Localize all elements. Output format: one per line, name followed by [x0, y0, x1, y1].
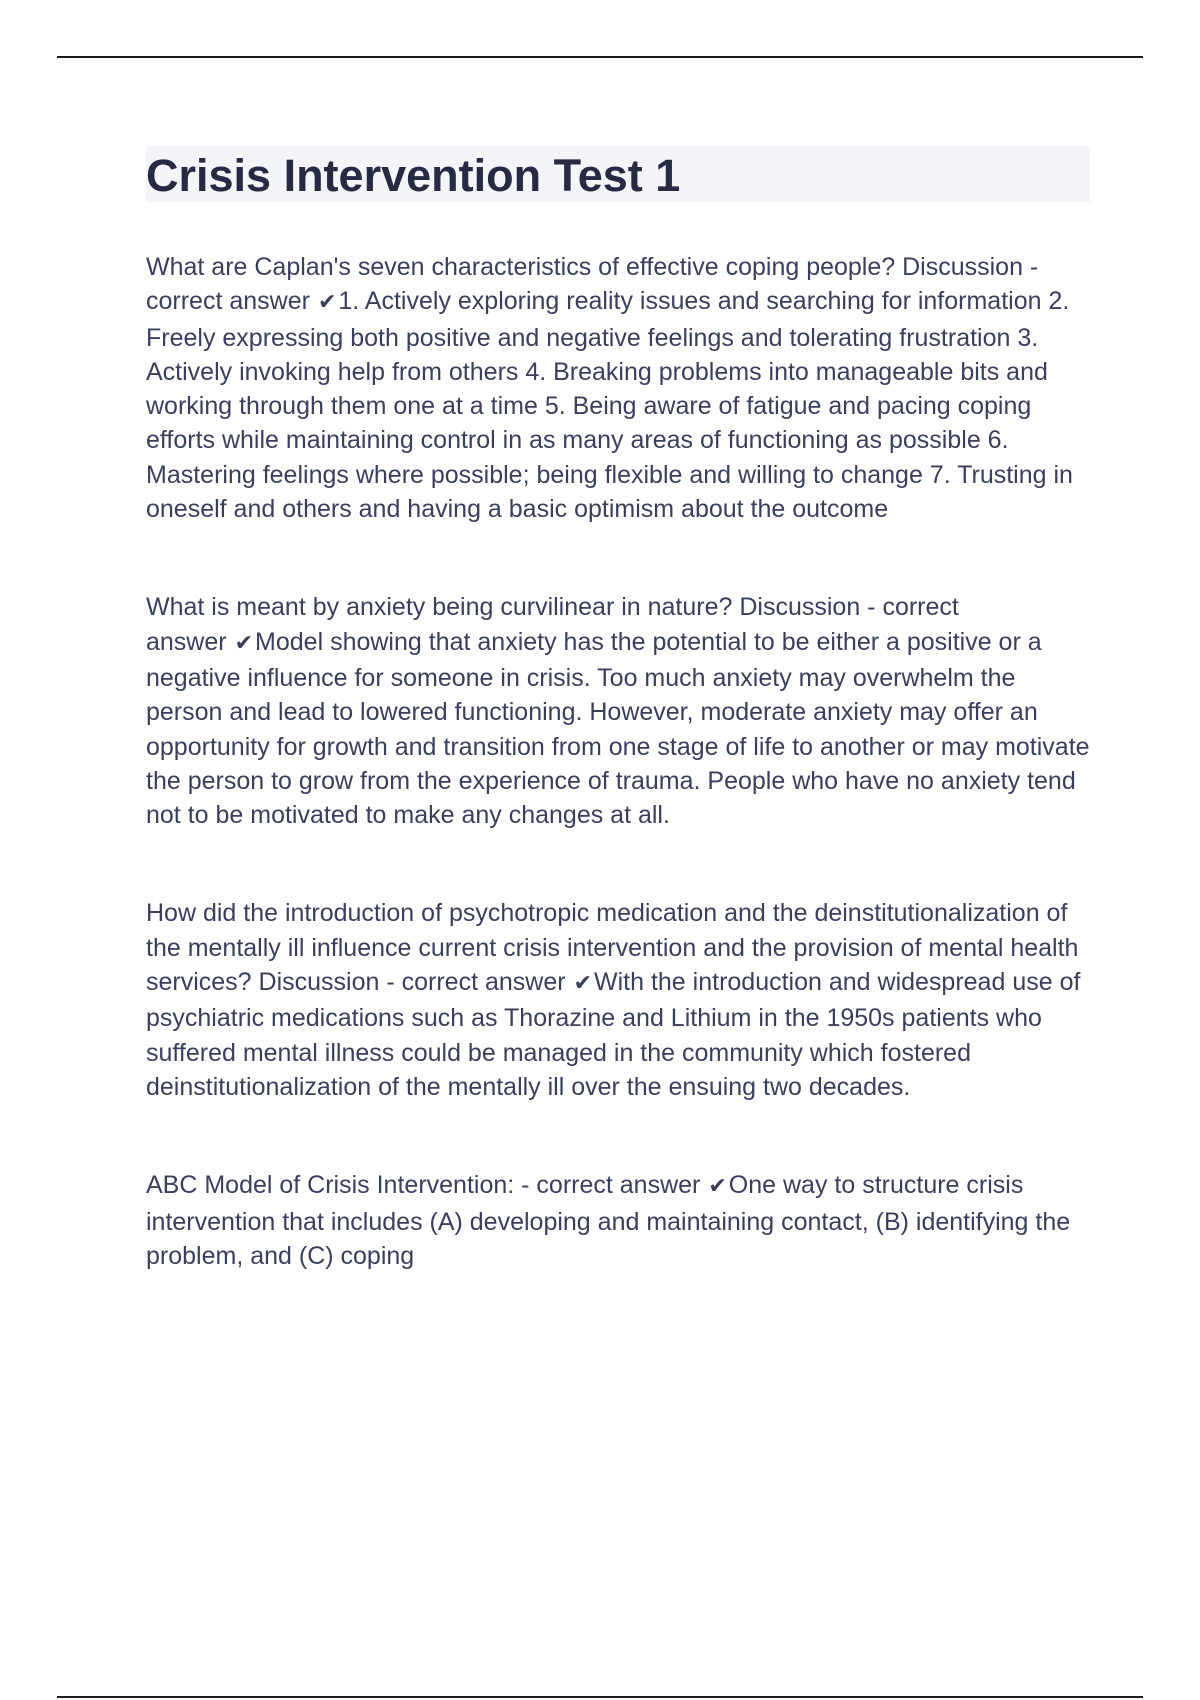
qa-item: [146, 896, 1090, 1104]
question-text: How did the introduction of psychotropic medication and the deinstitutionalization of the mentally ill influence current crisis intervention and the provision of mental health services? Discussion - correct answer: [146, 899, 1079, 997]
question-text: What are Caplan's seven characteristics of effective coping people? Discussion - correct answer: [146, 253, 1039, 316]
checkmark-icon: ✔: [234, 630, 254, 656]
question-text: What is meant by anxiety being curvilinear in nature? Discussion - correct answer: [146, 593, 959, 656]
title-band: [146, 146, 1090, 202]
document-body: [146, 146, 1090, 1273]
answer-text: 1. Actively exploring reality issues and searching for information 2. Freely expressing both positive and negative feelings and tolerating frustration 3. Actively invoking help from others 4. Breaking problems into manageable bits and working through them one at a time 5. Being aware of fatigue and pacing coping efforts while maintaining control in as many areas of functioning as possible 6. Mastering feelings where possible; being flexible and willing to change 7. Trusting in oneself and others and having a basic optimism about the outcome: [146, 287, 1073, 524]
answer-text: Model showing that anxiety has the potential to be either a positive or a negative influence for someone in crisis. Too much anxiety may overwhelm the person and lead to lowered functioning. However, moderate anxiety may offer an opportunity for growth and transition from one stage of life to another or may motivate the person to grow from the experience of trauma. People who have no anxiety tend not to be motivated to make any changes at all.: [146, 627, 1090, 830]
question-text: ABC Model of Crisis Intervention: - correct answer: [146, 1171, 701, 1200]
top-divider: [57, 56, 1143, 58]
qa-item: [146, 250, 1090, 526]
checkmark-icon: ✔: [573, 971, 593, 997]
answer-text: With the introduction and widespread use of psychiatric medications such as Thorazine and Lithium in the 1950s patients who suffered mental illness could be managed in the community which fostered deinstitutionalization of the mentally ill over the ensuing two decades.: [146, 968, 1081, 1101]
bottom-divider: [57, 1696, 1143, 1698]
document-title: Crisis Intervention Test 1: [146, 149, 681, 201]
checkmark-icon: ✔: [317, 290, 337, 316]
answer-text: One way to structure crisis intervention that includes (A) developing and maintaining contact, (B) identifying the problem, and (C) coping: [146, 1171, 1071, 1270]
qa-item: [146, 1168, 1090, 1273]
qa-item: [146, 590, 1090, 832]
checkmark-icon: ✔: [708, 1174, 727, 1200]
